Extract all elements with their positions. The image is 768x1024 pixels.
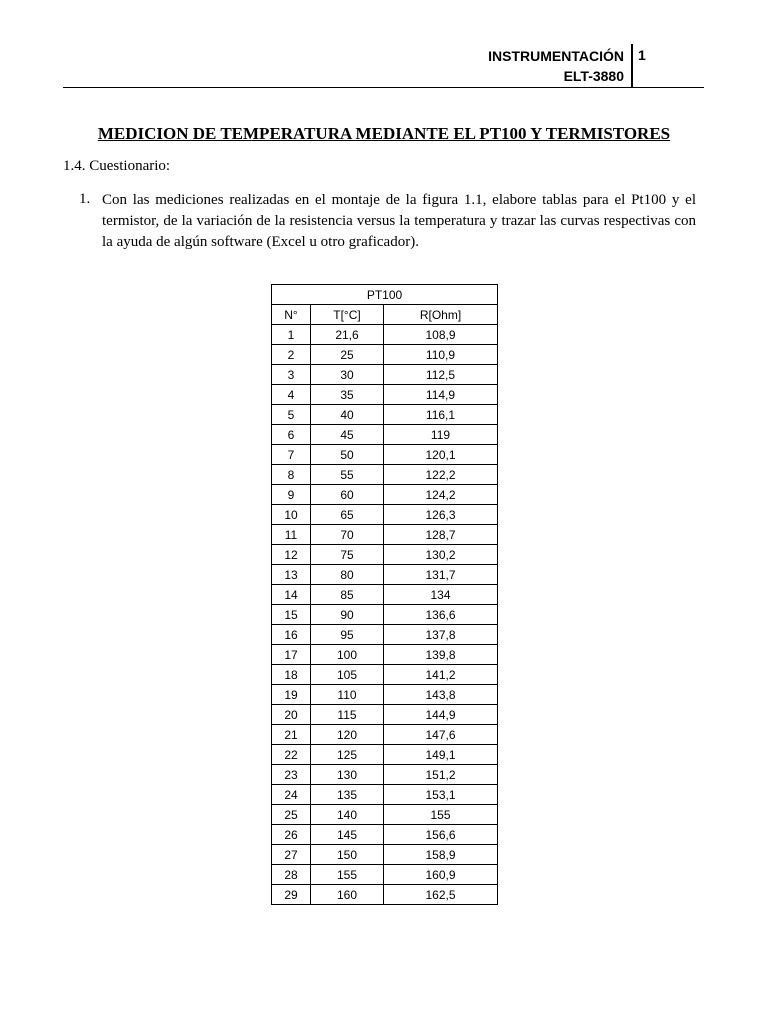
cell-number: 26 [272,825,311,845]
cell-resistance: 110,9 [384,345,498,365]
header-title-block [488,46,624,86]
cell-temperature: 150 [311,845,384,865]
cell-number: 23 [272,765,311,785]
cell-resistance: 128,7 [384,525,498,545]
cell-number: 6 [272,425,311,445]
table-row [272,765,498,785]
header-rule [63,87,704,88]
cell-resistance: 144,9 [384,705,498,725]
cell-temperature: 90 [311,605,384,625]
table-row [272,585,498,605]
table-title: PT100 [272,285,498,305]
cell-temperature: 145 [311,825,384,845]
cell-resistance: 149,1 [384,745,498,765]
table-row [272,805,498,825]
cell-resistance: 153,1 [384,785,498,805]
cell-number: 13 [272,565,311,585]
cell-number: 15 [272,605,311,625]
table-row [272,385,498,405]
cell-number: 29 [272,885,311,905]
cell-temperature: 80 [311,565,384,585]
cell-number: 1 [272,325,311,345]
cell-number: 4 [272,385,311,405]
table-row [272,425,498,445]
pt100-table [271,284,498,905]
cell-number: 24 [272,785,311,805]
table-header-row [272,305,498,325]
cell-temperature: 160 [311,885,384,905]
table-row [272,885,498,905]
cell-resistance: 155 [384,805,498,825]
document-title: MEDICION DE TEMPERATURA MEDIANTE EL PT100 Y TERMISTORES [97,124,671,143]
cell-temperature: 100 [311,645,384,665]
table-row [272,705,498,725]
course-code: ELT-3880 [563,68,624,84]
cell-temperature: 110 [311,685,384,705]
cell-resistance: 160,9 [384,865,498,885]
cell-temperature: 45 [311,425,384,445]
cell-resistance: 134 [384,585,498,605]
cell-temperature: 125 [311,745,384,765]
cell-temperature: 140 [311,805,384,825]
table-row [272,645,498,665]
cell-resistance: 136,6 [384,605,498,625]
table-row [272,785,498,805]
table-row [272,505,498,525]
page-number: 1 [638,47,646,63]
cell-temperature: 75 [311,545,384,565]
table-row [272,725,498,745]
cell-temperature: 55 [311,465,384,485]
cell-temperature: 120 [311,725,384,745]
course-name: INSTRUMENTACIÓN [488,48,624,64]
table-body [272,325,498,905]
cell-resistance: 114,9 [384,385,498,405]
cell-temperature: 155 [311,865,384,885]
column-header-resistance: R[Ohm] [384,305,498,325]
table-title-row [272,285,498,305]
cell-number: 12 [272,545,311,565]
cell-resistance: 116,1 [384,405,498,425]
cell-resistance: 119 [384,425,498,445]
table-row [272,465,498,485]
question-text: Con las mediciones realizadas en el montaje de la figura 1.1, elabore tablas para el Pt100 y el termistor, de la variación de la resistencia versus la temperatura y trazar las curvas respectivas con la ayuda de algún software (Excel u otro graficador). [102,192,696,250]
cell-number: 25 [272,805,311,825]
cell-number: 20 [272,705,311,725]
table-row [272,325,498,345]
cell-number: 18 [272,665,311,685]
table-row [272,825,498,845]
cell-temperature: 70 [311,525,384,545]
table-row [272,405,498,425]
cell-number: 27 [272,845,311,865]
cell-temperature: 135 [311,785,384,805]
cell-temperature: 40 [311,405,384,425]
cell-number: 19 [272,685,311,705]
cell-temperature: 25 [311,345,384,365]
cell-temperature: 21,6 [311,325,384,345]
cell-number: 11 [272,525,311,545]
cell-number: 17 [272,645,311,665]
cell-resistance: 124,2 [384,485,498,505]
cell-resistance: 158,9 [384,845,498,865]
cell-resistance: 147,6 [384,725,498,745]
table-row [272,625,498,645]
table-row [272,605,498,625]
cell-number: 14 [272,585,311,605]
cell-resistance: 131,7 [384,565,498,585]
cell-resistance: 156,6 [384,825,498,845]
table-row [272,445,498,465]
cell-resistance: 130,2 [384,545,498,565]
cell-number: 7 [272,445,311,465]
cell-number: 5 [272,405,311,425]
table-row [272,865,498,885]
cell-temperature: 105 [311,665,384,685]
cell-temperature: 65 [311,505,384,525]
cell-number: 3 [272,365,311,385]
document-title-container [0,124,768,144]
table-row [272,365,498,385]
cell-number: 10 [272,505,311,525]
cell-temperature: 95 [311,625,384,645]
cell-temperature: 130 [311,765,384,785]
cell-resistance: 108,9 [384,325,498,345]
cell-resistance: 143,8 [384,685,498,705]
cell-temperature: 115 [311,705,384,725]
cell-resistance: 139,8 [384,645,498,665]
cell-temperature: 60 [311,485,384,505]
cell-resistance: 122,2 [384,465,498,485]
cell-number: 9 [272,485,311,505]
table-row [272,345,498,365]
cell-number: 16 [272,625,311,645]
cell-temperature: 50 [311,445,384,465]
question-number: 1. [79,191,91,207]
table-row [272,485,498,505]
cell-resistance: 112,5 [384,365,498,385]
cell-resistance: 137,8 [384,625,498,645]
table-row [272,665,498,685]
cell-temperature: 30 [311,365,384,385]
section-heading: 1.4. Cuestionario: [63,158,171,174]
column-header-temperature: T[°C] [311,305,384,325]
page-header [0,0,768,90]
cell-resistance: 120,1 [384,445,498,465]
cell-number: 28 [272,865,311,885]
cell-resistance: 141,2 [384,665,498,685]
cell-temperature: 85 [311,585,384,605]
table-row [272,685,498,705]
cell-resistance: 151,2 [384,765,498,785]
cell-number: 21 [272,725,311,745]
cell-resistance: 126,3 [384,505,498,525]
table-row [272,545,498,565]
cell-number: 2 [272,345,311,365]
table-row [272,565,498,585]
cell-number: 8 [272,465,311,485]
cell-temperature: 35 [311,385,384,405]
table-row [272,845,498,865]
cell-number: 22 [272,745,311,765]
cell-resistance: 162,5 [384,885,498,905]
column-header-number: N° [272,305,311,325]
table-row [272,745,498,765]
table-row [272,525,498,545]
header-divider [631,44,633,88]
